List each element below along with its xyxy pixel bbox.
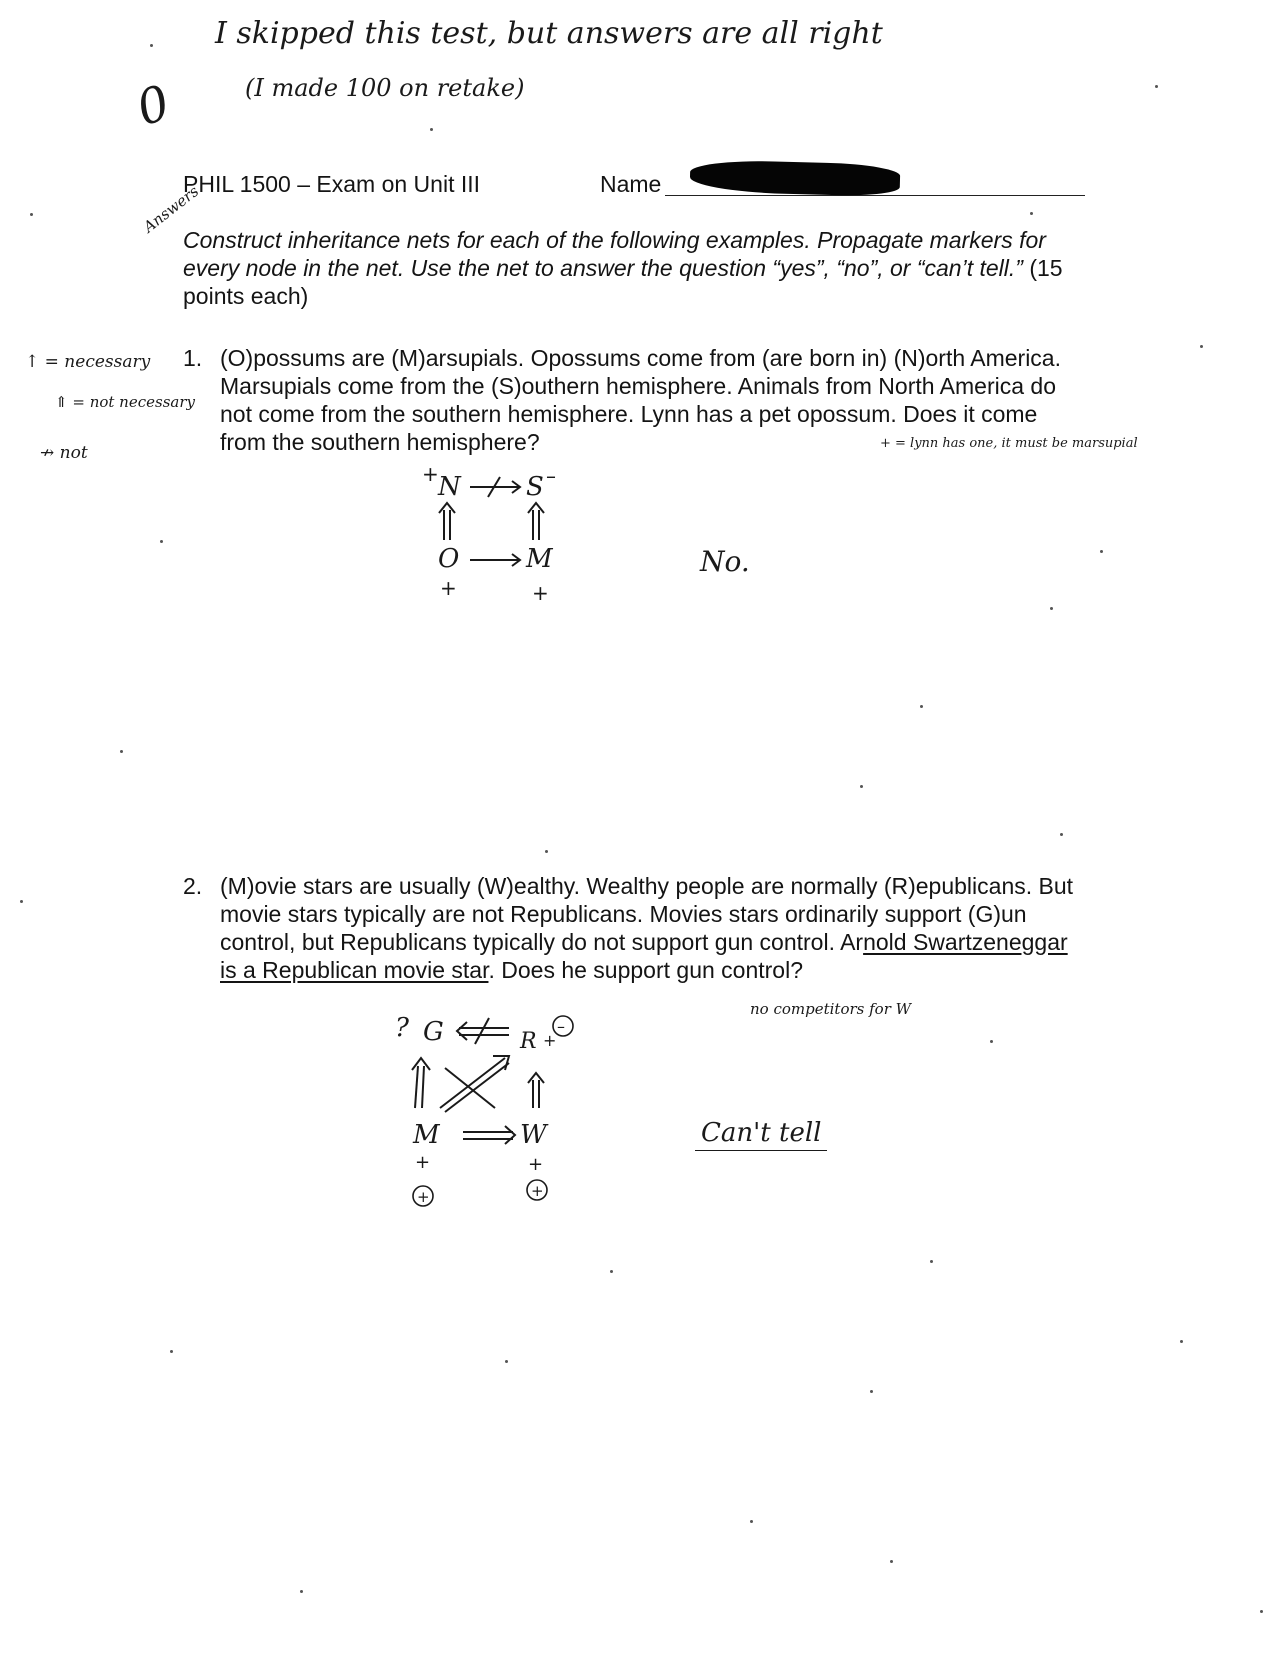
scan-speck — [505, 1360, 508, 1363]
scan-speck — [1260, 1610, 1263, 1613]
scan-speck — [1050, 607, 1053, 610]
grade-mark: 0 — [130, 74, 177, 138]
scan-speck — [20, 900, 23, 903]
arrow-right-icon — [470, 554, 520, 566]
scan-speck — [930, 1260, 933, 1263]
node-r: R — [520, 1029, 537, 1054]
instructions — [183, 226, 1083, 310]
question-2-margin-note: no competitors for W — [750, 1000, 912, 1018]
node-s: S — [526, 472, 544, 502]
scan-speck — [1200, 345, 1203, 348]
node-o: O — [438, 544, 460, 574]
legend-negated-arrow-icon: ↛ — [40, 443, 55, 463]
instructions-text: Construct inheritance nets for each of the following examples. Propagate markers for every node in the net. Use the net to answer the question “yes”, “no”, or “can’t tell.” — [183, 227, 1046, 281]
double-arrow-up-icon — [439, 503, 455, 540]
marker-w: + — [528, 1154, 544, 1175]
question-1-margin-note: + = lynn has one, it must be marsupial — [880, 436, 1138, 451]
negated-double-arrow-left-icon — [457, 1018, 509, 1044]
scan-speck — [890, 1560, 893, 1563]
scan-speck — [1030, 212, 1033, 215]
question-2-text-underlined: nold Swartzeneggar is a Republican movie star — [220, 929, 1068, 983]
scan-speck — [430, 128, 433, 131]
node-n: N — [438, 472, 461, 502]
question-2-text-after: . Does he support gun control? — [488, 957, 804, 983]
scan-speck — [170, 1350, 173, 1353]
question-1-inheritance-net — [420, 462, 620, 615]
legend-meaning: = not necessary — [72, 393, 195, 411]
scan-speck — [920, 705, 923, 708]
name-line — [665, 195, 1085, 196]
legend-double-arrow-icon: ⇑ — [55, 393, 68, 411]
scan-speck — [1100, 550, 1103, 553]
scan-speck — [870, 1390, 873, 1393]
scan-speck — [1180, 1340, 1183, 1343]
double-arrow-up-icon — [528, 503, 544, 540]
legend-arrow-icon: ↑ — [25, 352, 40, 372]
marker-w-circled: + — [531, 1182, 544, 1200]
node-g: G — [423, 1017, 444, 1047]
legend-not — [40, 443, 88, 463]
name-label: Name — [600, 171, 662, 197]
scan-speck — [1060, 833, 1063, 836]
node-w: W — [520, 1120, 547, 1150]
question-2-answer: Can't tell — [695, 1118, 827, 1151]
scan-speck — [150, 44, 153, 47]
marker-s: – — [546, 464, 556, 488]
question-2-number: 2. — [183, 873, 203, 899]
negated-arrow-icon — [470, 477, 520, 497]
question-1-answer: No. — [700, 545, 750, 578]
scan-speck — [30, 213, 33, 216]
node-m: M — [413, 1120, 440, 1150]
question-1-text: (O)possums are (M)arsupials. Opossums come from (are born in) (N)orth America. Marsupials come from the (S)outhern hemisphere. Animals from North America do not come from the southern hemisphere. Lynn has a pet opossum. Does it come from the southern hemisphere? — [220, 345, 1061, 455]
scan-speck — [1155, 85, 1158, 88]
marker-r: + — [543, 1031, 557, 1050]
question-mark: ? — [395, 1013, 409, 1043]
scan-speck — [545, 850, 548, 853]
scan-speck — [610, 1270, 613, 1273]
marker-m: + — [415, 1152, 431, 1173]
marker-m: + — [532, 581, 549, 605]
marker-o: + — [440, 576, 457, 600]
question-1-number: 1. — [183, 345, 203, 371]
redaction-block — [690, 159, 901, 196]
marker-r-circled: – — [557, 1017, 565, 1036]
legend-meaning: not — [59, 443, 88, 463]
scan-speck — [750, 1520, 753, 1523]
question-2-text — [220, 872, 1090, 984]
scan-speck — [860, 785, 863, 788]
crossed-double-arrow-icon — [440, 1056, 509, 1112]
scan-speck — [300, 1590, 303, 1593]
answers-tag: Answers — [140, 182, 203, 237]
double-arrow-up-icon — [412, 1058, 430, 1108]
marker-m-circled: + — [417, 1188, 430, 1206]
node-m: M — [526, 544, 553, 574]
legend-not-necessary — [55, 395, 205, 410]
course-title: PHIL 1500 – Exam on Unit III — [183, 171, 481, 197]
double-arrow-right-icon — [463, 1126, 515, 1144]
handwritten-note-line1: I skipped this test, but answers are all right — [215, 16, 883, 51]
question-2-text-before: (M)ovie stars are usually (W)ealthy. Wealthy people are normally (R)epublicans. But movie stars typically are not Republicans. Movies stars ordinarily support (G)un control, but Republicans typically do not support gun control. Ar — [220, 873, 1074, 955]
double-arrow-up-icon — [528, 1073, 544, 1108]
marker-n: + — [422, 462, 439, 486]
scan-speck — [120, 750, 123, 753]
scan-speck — [990, 1040, 993, 1043]
handwritten-note-line2: (I made 100 on retake) — [245, 74, 525, 102]
scan-speck — [160, 540, 163, 543]
question-2-inheritance-net — [395, 1008, 635, 1218]
legend-meaning: = necessary — [44, 352, 151, 372]
legend-necessary — [25, 352, 150, 372]
instructions-points: (15 points each) — [183, 255, 1063, 309]
